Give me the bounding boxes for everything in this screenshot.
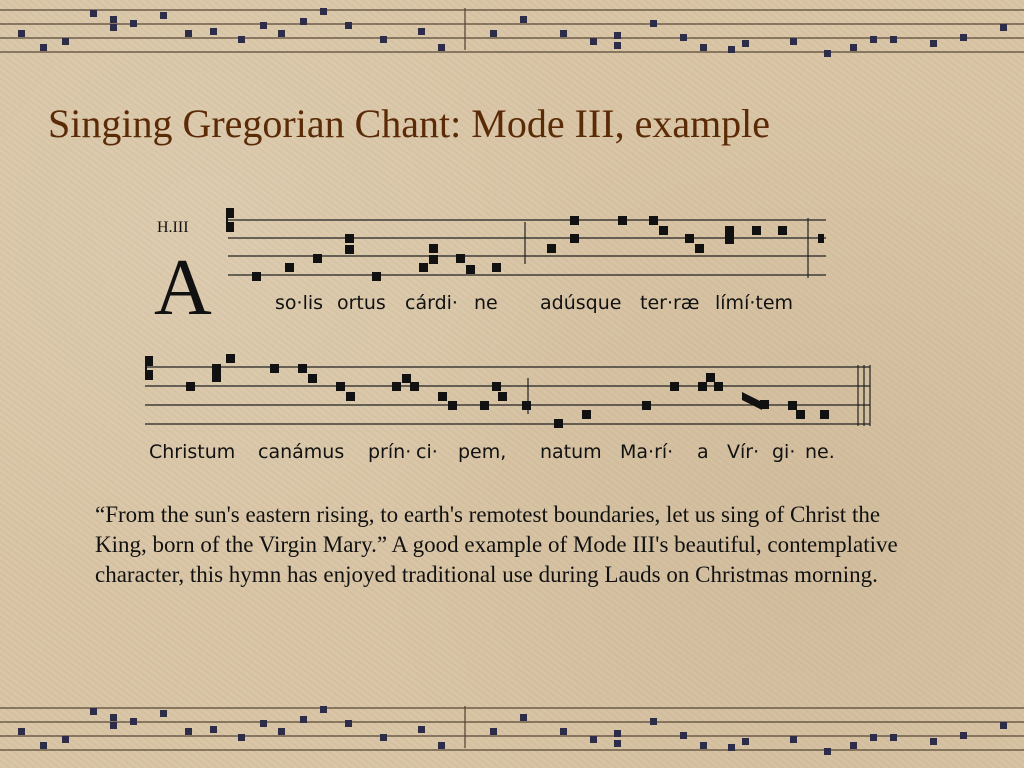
lyric: ter·ræ xyxy=(640,292,700,314)
neumes-line-2 xyxy=(145,354,829,428)
staff-line-2 xyxy=(145,365,870,426)
caption-text: “From the sun's eastern rising, to earth's remotest boundaries, let us sing of Christ the King, born of the Virgin Mary.” A good example of Mode III's beautiful, contemplative character, this hymn has enjoyed traditional use during Lauds on Christmas morning. xyxy=(95,502,898,587)
mode-label: H.III xyxy=(157,219,189,236)
bottom-staff-border xyxy=(0,698,1024,768)
lyric: Vír· xyxy=(727,441,760,463)
lyric: pem, xyxy=(458,441,507,463)
lyric: prín· xyxy=(368,441,412,463)
lyric: adúsque xyxy=(540,292,622,314)
lyric: Christum xyxy=(149,441,236,463)
border-neumes xyxy=(18,8,1007,57)
lyric: natum xyxy=(540,441,602,463)
top-staff-border xyxy=(0,0,1024,70)
lyric: a xyxy=(697,441,709,463)
lyric: ne xyxy=(474,292,498,314)
lyric: ci· xyxy=(416,441,438,463)
lyric: cárdi· xyxy=(405,292,458,314)
slide-title: Singing Gregorian Chant: Mode III, example xyxy=(48,101,771,146)
c-clef-icon xyxy=(145,356,153,380)
chant-score xyxy=(140,200,880,475)
lyric: ortus xyxy=(337,292,386,314)
staff-line-1 xyxy=(228,218,826,278)
lyric: canámus xyxy=(258,441,345,463)
lyric: ne. xyxy=(805,441,835,463)
lyric: gi· xyxy=(772,441,796,463)
lyric: Ma·rí· xyxy=(620,441,674,463)
border-neumes xyxy=(18,706,1007,755)
initial-letter: A xyxy=(154,244,212,332)
lyric: límí·tem xyxy=(715,292,794,314)
lyric: so·lis xyxy=(275,292,324,314)
